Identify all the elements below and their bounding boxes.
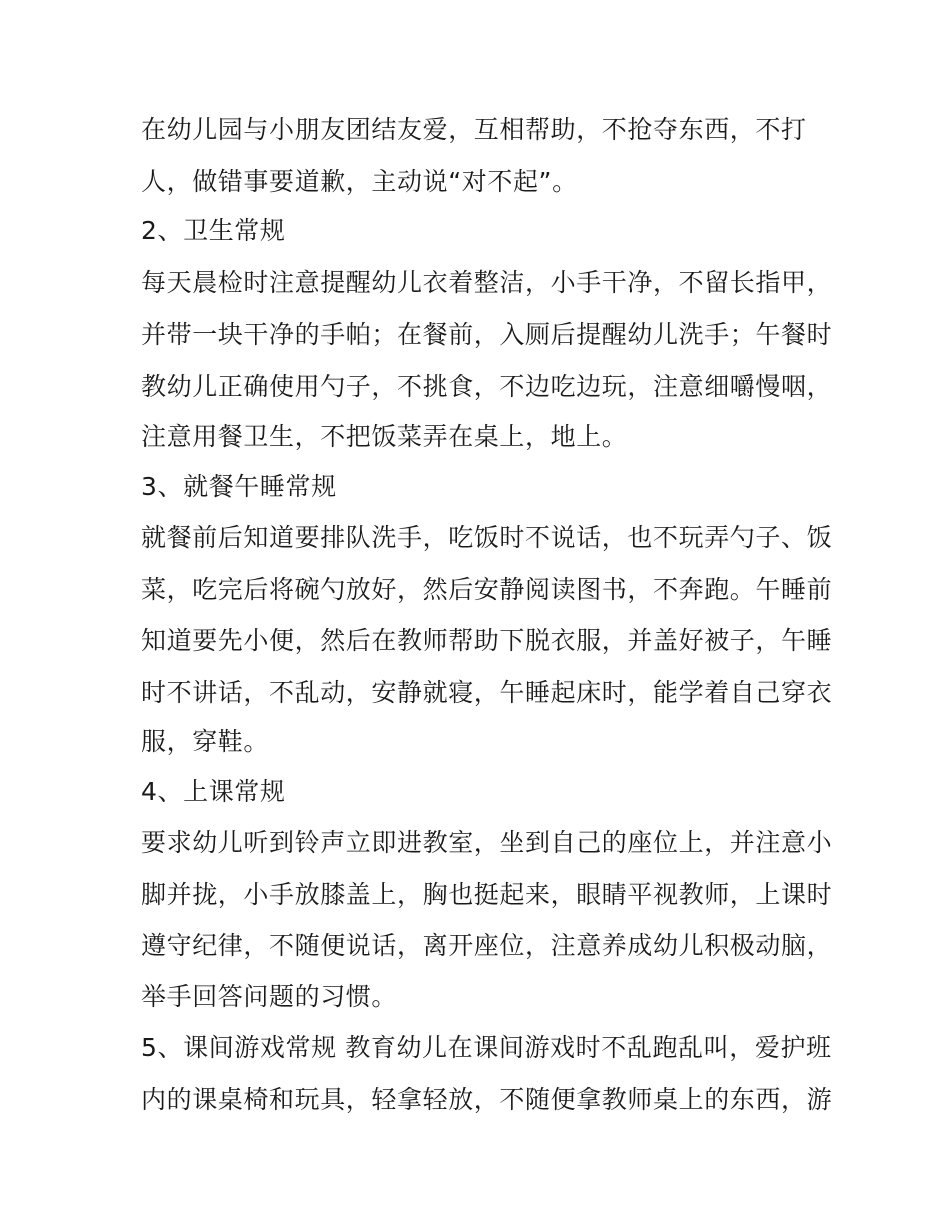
text-line: 人，做错事要道歉，主动说“对不起”。: [141, 167, 578, 196]
text-line: 内的课桌椅和玩具，轻拿轻放，不随便拿教师桌上的东西，游: [141, 1085, 833, 1114]
text-line: 在幼儿园与小朋友团结友爱，互相帮助，不抢夺东西，不打: [141, 115, 807, 144]
section-heading-class: 4、上课常规: [141, 777, 286, 806]
text-line: 举手回答问题的习惯。: [141, 982, 398, 1011]
text-line: 就餐前后知道要排队洗手，吃饭时不说话，也不玩弄勺子、饭: [141, 523, 833, 552]
text-line: 遵守纪律，不随便说话，离开座位，注意养成幼儿积极动脑，: [141, 931, 833, 960]
text-line: 并带一块干净的手帕；在餐前，入厕后提醒幼儿洗手；午餐时: [141, 320, 833, 349]
text-line: 教幼儿正确使用勺子，不挑食，不边吃边玩，注意细嚼慢咽，: [141, 372, 833, 401]
text-line: 菜，吃完后将碗勺放好，然后安静阅读图书，不奔跑。午睡前: [141, 575, 833, 604]
text-line: 时不讲话，不乱动，安静就寝，午睡起床时，能学着自己穿衣: [141, 678, 833, 707]
text-line: 要求幼儿听到铃声立即进教室，坐到自己的座位上，并注意小: [141, 828, 833, 857]
text-line: 知道要先小便，然后在教师帮助下脱衣服，并盖好被子，午睡: [141, 626, 833, 655]
section-heading-recess: 5、课间游戏常规 教育幼儿在课间游戏时不乱跑乱叫，爱护班: [141, 1033, 832, 1062]
section-heading-meal-nap: 3、就餐午睡常规: [141, 472, 337, 501]
text-line: 注意用餐卫生，不把饭菜弄在桌上，地上。: [141, 422, 628, 451]
text-line: 每天晨检时注意提醒幼儿衣着整洁，小手干净，不留长指甲，: [141, 268, 833, 297]
text-line: 脚并拢，小手放膝盖上，胸也挺起来，眼睛平视教师，上课时: [141, 880, 833, 909]
section-heading-hygiene: 2、卫生常规: [141, 216, 286, 245]
text-line: 服，穿鞋。: [141, 727, 270, 756]
